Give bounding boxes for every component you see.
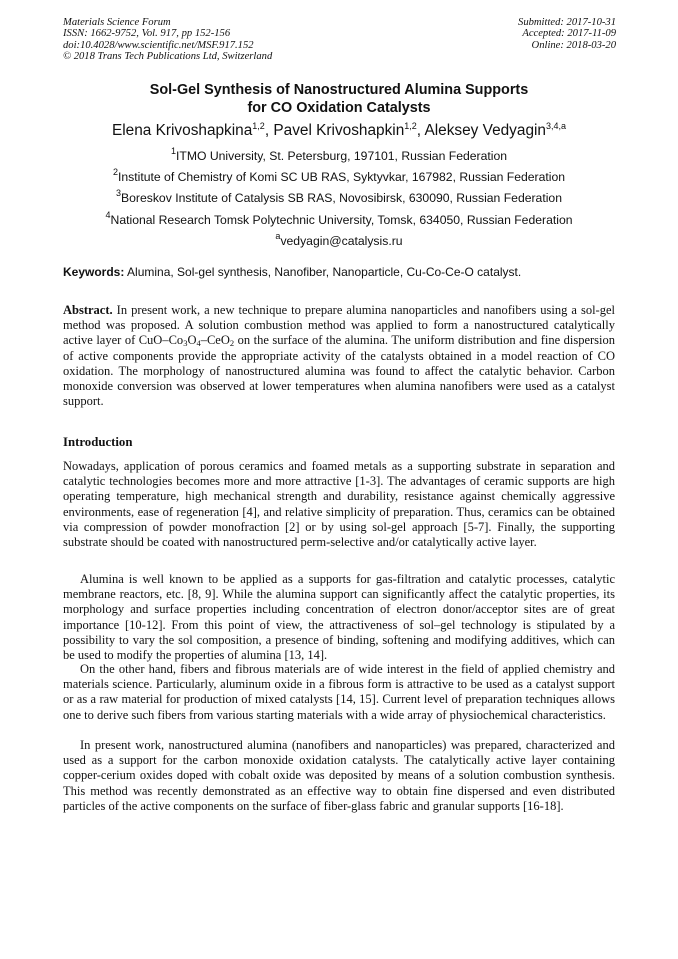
subscript: 2	[229, 338, 235, 349]
affiliation-text: ITMO University, St. Petersburg, 197101, Russian Federation	[176, 149, 508, 163]
author-name: Pavel Krivoshapkin	[273, 122, 405, 139]
abstract	[63, 303, 615, 409]
paper-title	[40, 81, 638, 117]
author-sup: 3,4,a	[545, 121, 567, 131]
abstract-text: on the surface of the alumina. The uniform distribution and fine dispersion of active components provide the appropriate activity of the catalysts obtained in a model reaction of CO oxidation. The morphology of nanostructured alumina was found to affect the catalytic behavior. Carbon monoxide conversion was observed at lower temperatures when alumina nanofibers were used as a catalyst support.	[63, 333, 616, 409]
affiliation	[20, 146, 658, 164]
email-text: vedyagin@catalysis.ru	[280, 234, 403, 248]
author-name: Aleksey Vedyagin	[424, 122, 546, 139]
abstract-text: In present work, a new technique to prepare alumina nanoparticles and nanofibers using a sol-gel method was proposed. A solution combustion method was applied to form a nanostructured catalytically active layer of CuO–Co	[63, 303, 615, 348]
affiliation	[20, 167, 658, 185]
affiliation-text: Boreskov Institute of Catalysis SB RAS, Novosibirsk, 630090, Russian Federation	[121, 191, 562, 205]
intro-paragraph: On the other hand, fibers and fibrous materials are of wide interest in the field of applied chemistry and materials science. Particularly, aluminum oxide in a fibrous form is attractive to be used as a catalyst support or as a raw material for production of mixed catalysts [14, 15]. Current level of preparation techniques allows one to derive such fibers from various starting materials with a wide array of physiochemical characteristics.	[63, 662, 615, 722]
affiliation-sup: 2	[112, 167, 118, 177]
author-name: Elena Krivoshapkina	[111, 122, 253, 139]
issn-volume: ISSN: 1662-9752, Vol. 917, pp 152-156	[63, 28, 231, 40]
submitted-date: Submitted: 2017-10-31	[518, 17, 616, 28]
affiliation-sup: 4	[105, 210, 111, 220]
author-list: Elena Krivoshapkina$^{1,2}$, Pavel Krivoshapkin$^{1,2}$, Aleksey Vedyagin$^{3,4,a}$	[111, 121, 567, 139]
abstract-label: Abstract.	[63, 303, 113, 317]
title-line-1: Sol-Gel Synthesis of Nanostructured Alumina Supports	[149, 82, 529, 98]
section-heading-introduction: Introduction	[63, 435, 133, 449]
intro-paragraph: Nowadays, application of porous ceramics and foamed metals as a supporting substrate in separation and catalytic technologies becomes more and more attractive [1-3]. The advantages of ceramic supports are high operating temperature, high mechanical strength and durability, resistance against chemically aggressive environments, ease of regeneration [4], and relative simplicity of preparation. Thus, ceramics can be obtained via compression of powder monofraction [2] or by using sol-gel approach [5-7]. Finally, the supporting substrate should be coated with nanostructured perm-selective and/or catalytically active layer.	[63, 459, 615, 550]
keywords	[63, 265, 615, 280]
author-sup: 1,2	[252, 121, 265, 131]
affiliation-sup: 3	[115, 188, 121, 198]
journal-info	[63, 17, 272, 63]
affiliation-text: National Research Tomsk Polytechnic University, Tomsk, 634050, Russian Federation	[110, 213, 573, 227]
affiliation-sup: a	[275, 231, 281, 241]
accepted-date: Accepted: 2017-11-09	[522, 28, 616, 40]
subscript: 4	[196, 338, 201, 349]
journal-name: Materials Science Forum	[63, 17, 171, 28]
affiliation-sup: 1	[170, 146, 176, 156]
subscript: 3	[183, 338, 188, 349]
publication-dates	[518, 17, 616, 51]
intro-paragraph: In present work, nanostructured alumina (nanofibers and nanoparticles) was prepared, characterized and used as a support for the carbon monoxide oxidation catalysts. The catalytically active layer containing copper-cerium oxides doped with cobalt oxide was deposited by means of a solution combustion synthesis. This method was recently demonstrated as an effective way to obtain fine dispersed and even distributed particles of the active components on the surface of fiber-glass fabric and granular supports [16-18].	[63, 738, 615, 813]
abstract-text: O	[187, 333, 197, 348]
online-date: Online: 2018-03-20	[531, 39, 616, 51]
doi: doi:10.4028/www.scientific.net/MSF.917.152	[63, 39, 254, 51]
intro-paragraph: Alumina is well known to be applied as a supports for gas-filtration and catalytic processes, catalytic membrane reactors, etc. [8, 9]. While the alumina support can significantly affect the catalytic properties, its morphology and surface properties including concentration of electron donor/acceptor sites are of great importance [10-12]. From this point of view, the attractiveness of sol–gel technology is stipulated by a possibility to vary the sol composition, a presence of binding, softening and modifying additives, which can be used to modify the properties of alumina [13, 14].	[63, 572, 615, 663]
title-line-2: for CO Oxidation Catalysts	[247, 100, 431, 116]
contact-email	[20, 231, 658, 249]
keywords-label: Keywords:	[63, 265, 125, 279]
keywords-text: Alumina, Sol-gel synthesis, Nanofiber, Nanoparticle, Cu-Co-Ce-O catalyst.	[124, 265, 522, 279]
affiliation	[20, 188, 658, 206]
author-sup: 1,2	[404, 121, 417, 131]
affiliation-text: Institute of Chemistry of Komi SC UB RAS, Syktyvkar, 167982, Russian Federation	[117, 170, 566, 184]
copyright: © 2018 Trans Tech Publications Ltd, Switzerland	[63, 51, 273, 63]
affiliation	[20, 210, 658, 228]
abstract-text: –CeO	[200, 333, 230, 348]
